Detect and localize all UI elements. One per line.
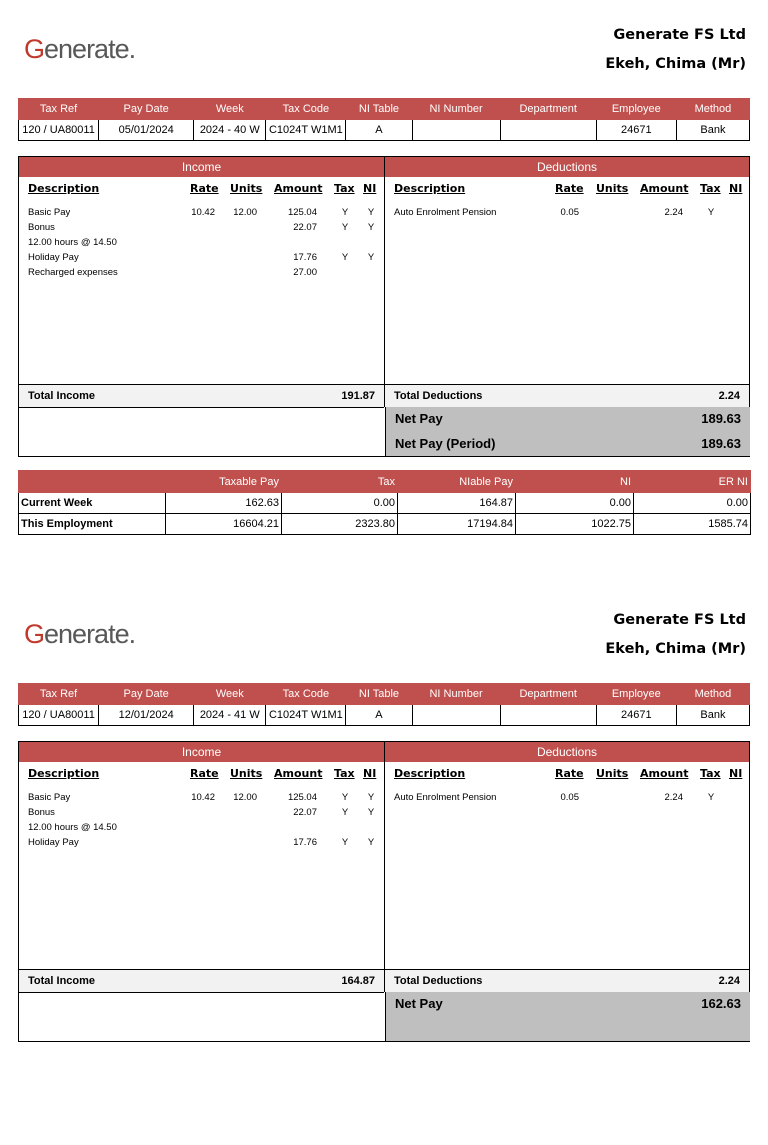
- income-line-tax: Y: [341, 807, 349, 818]
- income-line-amount: [264, 820, 317, 835]
- total-deductions-row: [385, 969, 749, 993]
- pay-detail-header: Tax Ref: [19, 99, 99, 120]
- summary-value: 17194.84: [398, 514, 516, 535]
- income-line-units: [219, 220, 257, 235]
- total-deductions-label: Total Deductions: [394, 390, 483, 402]
- summary-value: 1585.74: [634, 514, 751, 535]
- pay-detail-header: Department: [500, 684, 596, 705]
- total-income-label: Total Income: [28, 390, 96, 402]
- income-line-description: Basic Pay: [28, 792, 71, 803]
- net-pay-value: 162.63: [701, 996, 741, 1011]
- income-line-ni: Y: [367, 252, 375, 263]
- pay-detail-value: [412, 120, 500, 141]
- income-line-units: [219, 820, 257, 835]
- summary-value: 0.00: [516, 493, 634, 514]
- income-line-description: Bonus: [28, 807, 55, 818]
- deduction-column-header: Tax: [700, 767, 721, 780]
- pay-detail-value: 2024 - 41 W: [194, 705, 266, 726]
- pay-detail-header: Week: [194, 684, 266, 705]
- income-line-amount: 22.07: [293, 807, 317, 818]
- deduction-column-header: Units: [596, 182, 629, 195]
- logo-text: enerate.: [44, 34, 136, 64]
- pay-detail-header: Pay Date: [99, 684, 194, 705]
- income-line-rate: [179, 235, 215, 250]
- total-income-label: Total Income: [28, 975, 96, 987]
- summary-value: 164.87: [398, 493, 516, 514]
- company-logo: [24, 34, 135, 65]
- income-line-ni: [363, 265, 379, 280]
- deduction-column-header: Amount: [640, 182, 689, 195]
- income-line-rate: [179, 820, 215, 835]
- deduction-column-header: Rate: [555, 182, 584, 195]
- net-pay-label: Net Pay: [395, 411, 443, 426]
- income-deductions-panel: [18, 741, 750, 1042]
- summary-header: Tax: [282, 471, 398, 493]
- income-column-header: Rate: [190, 767, 219, 780]
- total-income-row: [19, 384, 384, 408]
- income-line-amount: 17.76: [293, 837, 317, 848]
- company-name: Generate FS Ltd: [613, 27, 746, 43]
- deduction-line-rate: 0.05: [560, 207, 579, 218]
- income-line-tax: [337, 265, 353, 280]
- income-column-header: Units: [230, 182, 263, 195]
- pay-detail-header: Week: [194, 99, 266, 120]
- deduction-line-ni: [725, 205, 743, 220]
- deductions-header: Deductions: [385, 157, 749, 177]
- income-line-ni: Y: [367, 792, 375, 803]
- income-line-ni: [363, 235, 379, 250]
- net-pay-period-label: Net Pay (Period): [395, 436, 496, 451]
- income-line-rate: [179, 805, 215, 820]
- summary-row: [19, 493, 751, 514]
- pay-detail-header: NI Number: [412, 99, 500, 120]
- income-line-description: Holiday Pay: [28, 252, 79, 263]
- payslip: [0, 585, 768, 1145]
- pay-detail-value: Bank: [676, 705, 749, 726]
- logo-initial: G: [24, 34, 45, 64]
- income-line-rate: 10.42: [191, 207, 215, 218]
- pay-detail-value: 120 / UA80011: [19, 120, 99, 141]
- income-column-header: Tax: [334, 767, 355, 780]
- income-line-units: 12.00: [233, 792, 257, 803]
- ytd-summary-table: [18, 470, 751, 535]
- income-line-ni: Y: [367, 207, 375, 218]
- deduction-line-units: [593, 790, 623, 805]
- pay-detail-header: Employee: [596, 684, 676, 705]
- income-column-header: Description: [28, 182, 100, 195]
- income-line-ni: Y: [367, 837, 375, 848]
- income-line-units: 12.00: [233, 207, 257, 218]
- pay-detail-header: Tax Code: [266, 684, 346, 705]
- pay-detail-value: 120 / UA80011: [19, 705, 99, 726]
- logo-text: enerate.: [44, 619, 136, 649]
- income-line-amount: 125.04: [287, 207, 317, 218]
- summary-header: NIable Pay: [398, 471, 516, 493]
- income-line-amount: [264, 235, 317, 250]
- deduction-line-description: Auto Enrolment Pension: [394, 207, 497, 218]
- deductions-header: Deductions: [385, 742, 749, 762]
- income-line-description: 12.00 hours @ 14.50: [28, 822, 117, 833]
- pay-detail-value: [412, 705, 500, 726]
- summary-value: 2323.80: [282, 514, 398, 535]
- summary-header: NI: [516, 471, 634, 493]
- income-line-description: Recharged expenses: [28, 267, 118, 278]
- net-pay-row: [386, 407, 750, 431]
- pay-detail-header: Tax Ref: [19, 684, 99, 705]
- income-column-header: Units: [230, 767, 263, 780]
- summary-value: 1022.75: [516, 514, 634, 535]
- summary-row-label: Current Week: [19, 493, 166, 514]
- company-name: Generate FS Ltd: [613, 612, 746, 628]
- summary-row: [19, 514, 751, 535]
- pay-detail-value: 24671: [596, 120, 676, 141]
- pay-details-table: [18, 683, 750, 726]
- income-line-rate: 10.42: [191, 792, 215, 803]
- employee-name: Ekeh, Chima (Mr): [605, 56, 746, 72]
- pay-detail-header: NI Table: [346, 684, 412, 705]
- net-pay-period-value: 189.63: [701, 436, 741, 451]
- income-column-header: Tax: [334, 182, 355, 195]
- income-column-header: Description: [28, 767, 100, 780]
- pay-detail-header: Method: [676, 684, 749, 705]
- net-pay-box: [385, 992, 750, 1041]
- summary-value: 0.00: [634, 493, 751, 514]
- income-line-rate: [179, 250, 215, 265]
- total-income-value: 191.87: [341, 390, 375, 402]
- pay-details-table: [18, 98, 750, 141]
- panel-divider: [384, 742, 385, 992]
- net-pay-period-row: [386, 1017, 750, 1041]
- net-pay-box: [385, 407, 750, 456]
- income-header: Income: [19, 742, 384, 762]
- income-line-ni: Y: [367, 222, 375, 233]
- income-line-amount: 125.04: [287, 792, 317, 803]
- summary-value: 16604.21: [166, 514, 282, 535]
- deduction-line-ni: [725, 790, 743, 805]
- income-line-units: [219, 235, 257, 250]
- deduction-line-amount: 2.24: [664, 207, 683, 218]
- summary-header: [19, 471, 166, 493]
- pay-detail-value: [500, 120, 596, 141]
- income-line-tax: [337, 235, 353, 250]
- summary-value: 0.00: [282, 493, 398, 514]
- income-deductions-panel: [18, 156, 750, 457]
- deduction-line-tax: Y: [707, 207, 715, 218]
- income-line-tax: Y: [341, 207, 349, 218]
- pay-detail-header: NI Number: [412, 684, 500, 705]
- pay-detail-value: C1024T W1M1: [266, 705, 346, 726]
- income-line-amount: 17.76: [293, 252, 317, 263]
- pay-detail-header: Tax Code: [266, 99, 346, 120]
- summary-row-label: This Employment: [19, 514, 166, 535]
- deduction-column-header: Description: [394, 182, 466, 195]
- deduction-line-amount: 2.24: [664, 792, 683, 803]
- total-deductions-value: 2.24: [718, 390, 740, 402]
- deduction-line-description: Auto Enrolment Pension: [394, 792, 497, 803]
- deduction-column-header: Amount: [640, 767, 689, 780]
- income-line-ni: Y: [367, 807, 375, 818]
- deduction-column-header: Rate: [555, 767, 584, 780]
- income-column-header: NI: [363, 767, 377, 780]
- pay-detail-value: 05/01/2024: [99, 120, 194, 141]
- summary-value: 162.63: [166, 493, 282, 514]
- panel-divider: [384, 157, 385, 407]
- net-pay-row: [386, 992, 750, 1016]
- income-line-amount: 22.07: [293, 222, 317, 233]
- total-income-row: [19, 969, 384, 993]
- employee-name: Ekeh, Chima (Mr): [605, 641, 746, 657]
- income-line-rate: [179, 835, 215, 850]
- income-column-header: NI: [363, 182, 377, 195]
- deduction-column-header: Tax: [700, 182, 721, 195]
- summary-header: ER NI: [634, 471, 751, 493]
- summary-header: Taxable Pay: [166, 471, 282, 493]
- pay-detail-value: C1024T W1M1: [266, 120, 346, 141]
- income-header: Income: [19, 157, 384, 177]
- income-line-description: Holiday Pay: [28, 837, 79, 848]
- net-pay-value: 189.63: [701, 411, 741, 426]
- total-deductions-value: 2.24: [718, 975, 740, 987]
- pay-detail-header: Method: [676, 99, 749, 120]
- income-column-header: Amount: [274, 767, 323, 780]
- income-line-ni: [363, 820, 379, 835]
- income-line-rate: [179, 220, 215, 235]
- income-line-tax: Y: [341, 252, 349, 263]
- pay-detail-value: Bank: [676, 120, 749, 141]
- pay-detail-value: 24671: [596, 705, 676, 726]
- income-column-header: Rate: [190, 182, 219, 195]
- total-deductions-row: [385, 384, 749, 408]
- net-pay-label: Net Pay: [395, 996, 443, 1011]
- pay-detail-header: NI Table: [346, 99, 412, 120]
- deduction-column-header: Description: [394, 767, 466, 780]
- pay-detail-value: A: [346, 120, 412, 141]
- income-line-description: 12.00 hours @ 14.50: [28, 237, 117, 248]
- deduction-line-units: [593, 205, 623, 220]
- pay-detail-header: Department: [500, 99, 596, 120]
- income-line-rate: [179, 265, 215, 280]
- income-line-units: [219, 250, 257, 265]
- income-line-units: [219, 835, 257, 850]
- pay-detail-value: 12/01/2024: [99, 705, 194, 726]
- deduction-column-header: NI: [729, 767, 743, 780]
- income-line-description: Bonus: [28, 222, 55, 233]
- income-line-amount: 27.00: [293, 267, 317, 278]
- income-line-tax: Y: [341, 837, 349, 848]
- deduction-line-rate: 0.05: [560, 792, 579, 803]
- company-logo: [24, 619, 135, 650]
- pay-detail-header: Employee: [596, 99, 676, 120]
- income-column-header: Amount: [274, 182, 323, 195]
- deduction-column-header: Units: [596, 767, 629, 780]
- income-line-units: [219, 805, 257, 820]
- income-line-tax: Y: [341, 222, 349, 233]
- pay-detail-value: [500, 705, 596, 726]
- pay-detail-header: Pay Date: [99, 99, 194, 120]
- payslip: [0, 0, 768, 560]
- deduction-line-tax: Y: [707, 792, 715, 803]
- logo-initial: G: [24, 619, 45, 649]
- income-line-units: [219, 265, 257, 280]
- income-line-description: Basic Pay: [28, 207, 71, 218]
- net-pay-period-row: [386, 432, 750, 456]
- total-deductions-label: Total Deductions: [394, 975, 483, 987]
- deduction-column-header: NI: [729, 182, 743, 195]
- income-line-tax: Y: [341, 792, 349, 803]
- income-line-tax: [337, 820, 353, 835]
- pay-detail-value: A: [346, 705, 412, 726]
- pay-detail-value: 2024 - 40 W: [194, 120, 266, 141]
- total-income-value: 164.87: [341, 975, 375, 987]
